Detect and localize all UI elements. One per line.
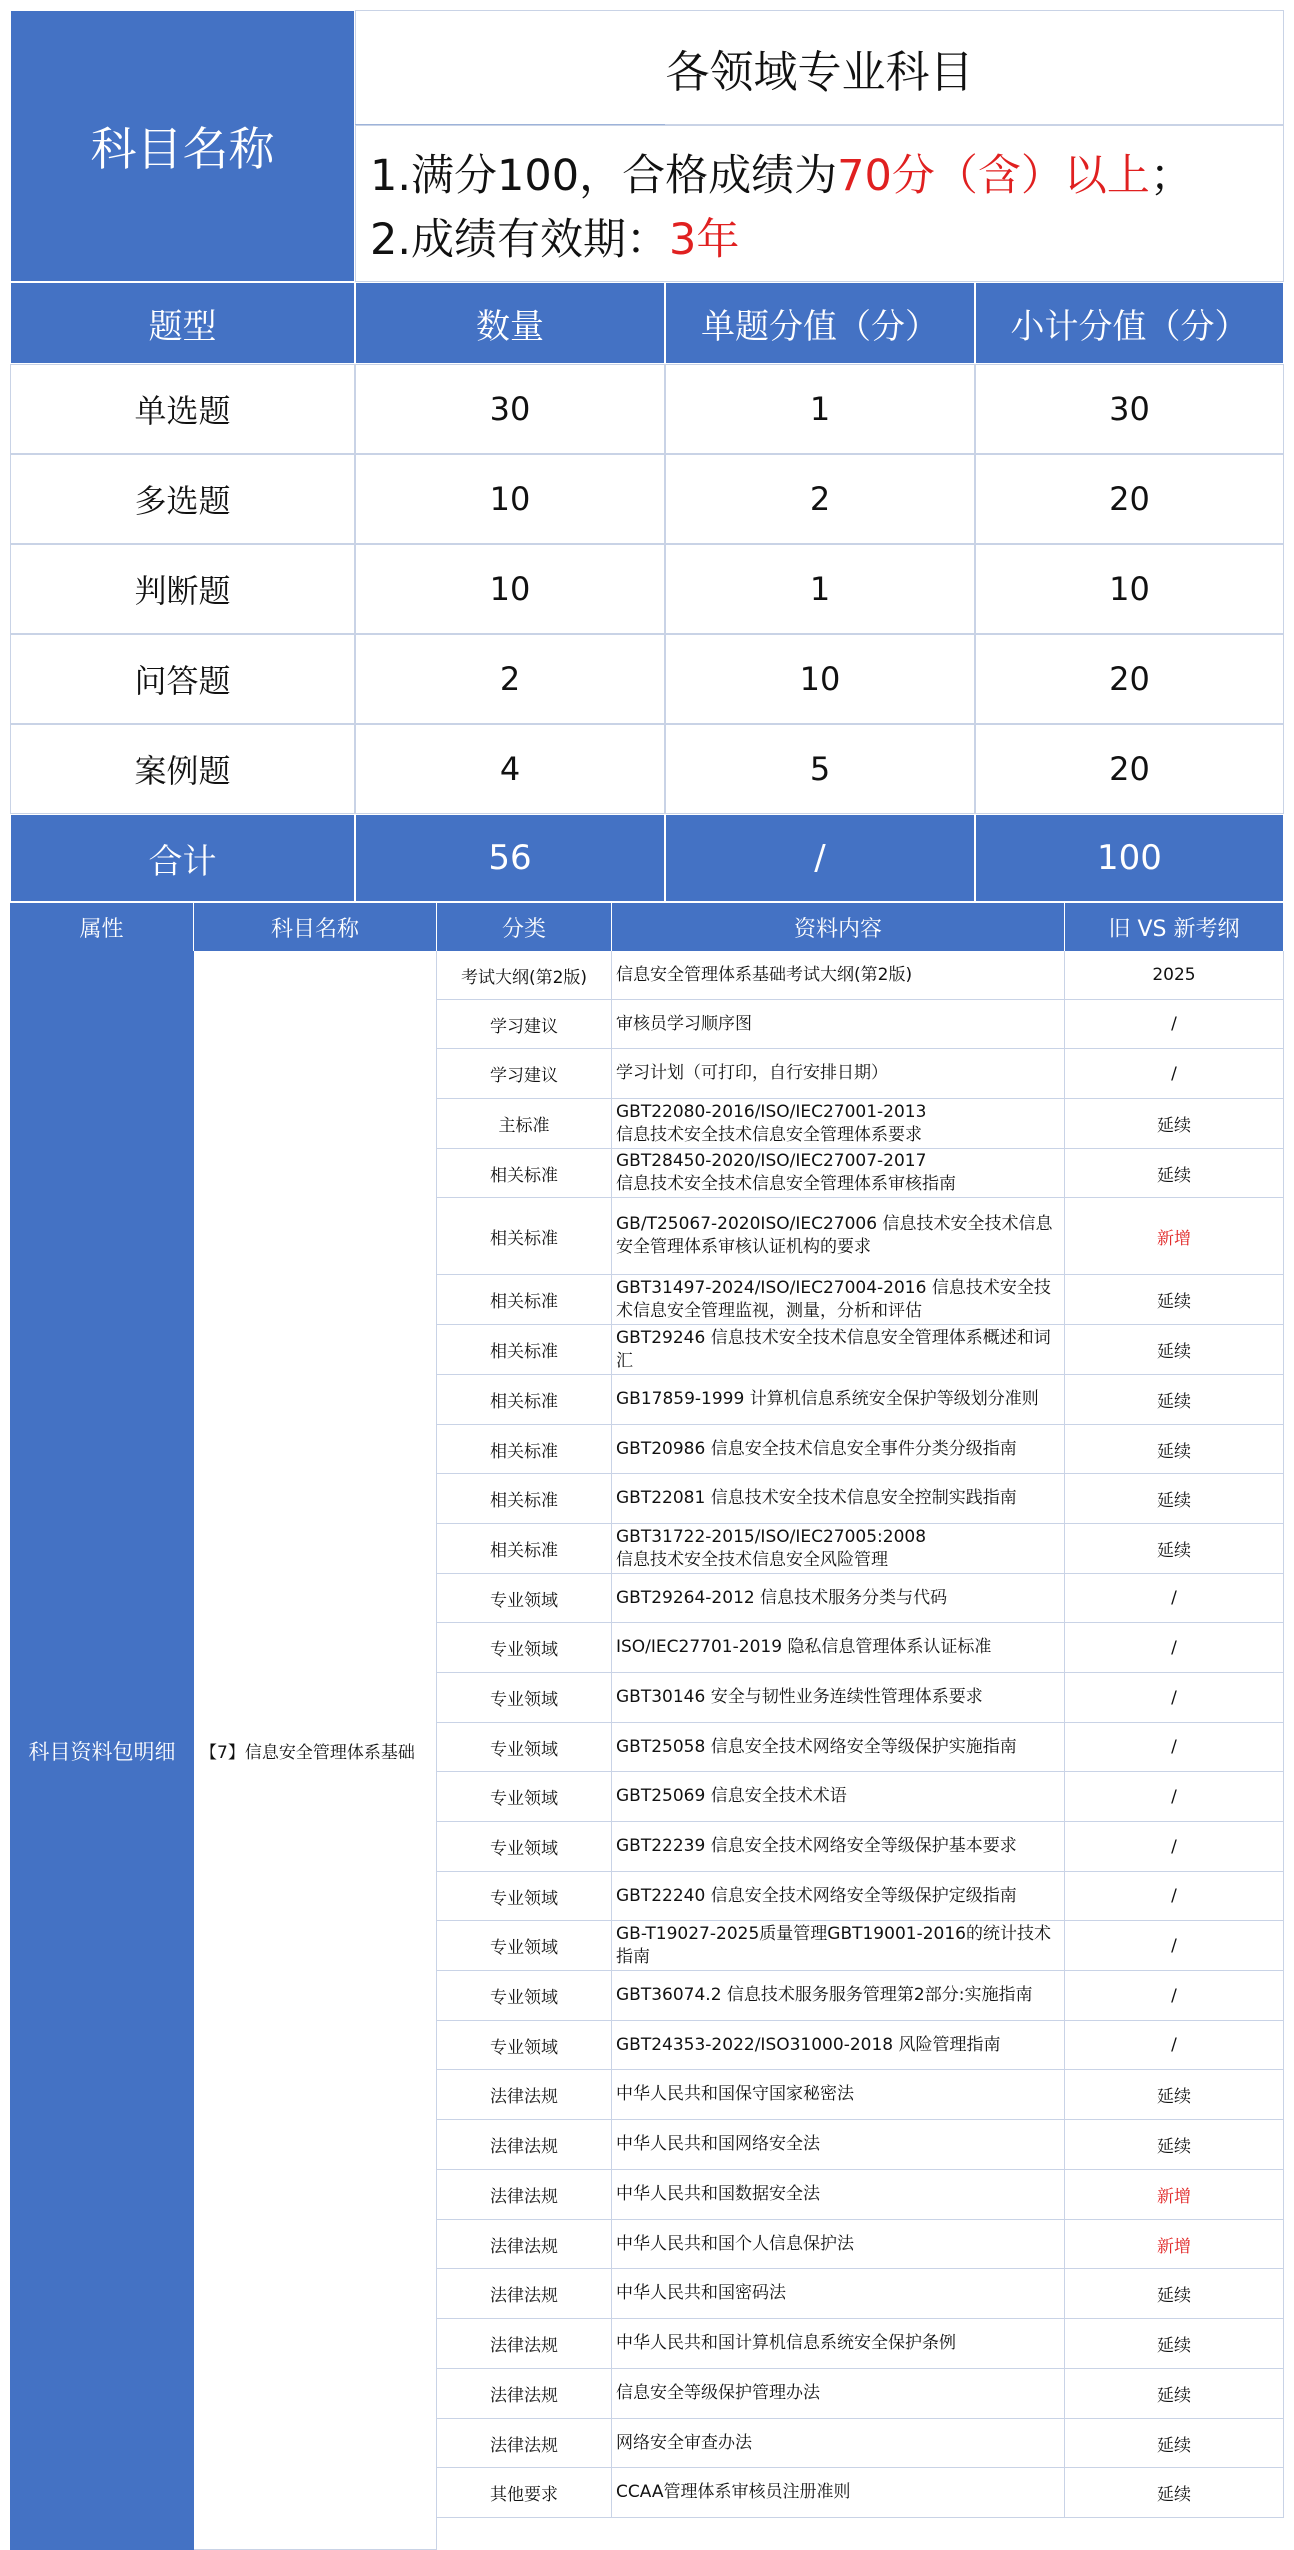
category-cell: 相关标准 [437,1375,612,1424]
category-cell: 法律法规 [437,2070,612,2119]
score-row-1-col1: 10 [355,454,665,544]
table-row [437,2319,1284,2369]
score-row-2-col2: 1 [665,544,975,634]
content-cell: 中华人民共和国密码法 [612,2269,1065,2318]
score-total-col1: 56 [355,814,665,902]
score-row-3-col0: 问答题 [10,634,355,724]
score-row-0-col0: 单选题 [10,364,355,454]
new-badge: 新增 [1065,2220,1284,2268]
table-row [437,1474,1284,1524]
table-row [437,1623,1284,1673]
rule2-text: 2.成绩有效期： [370,215,670,265]
content-cell: GBT22239 信息安全技术网络安全等级保护基本要求 [612,1822,1065,1871]
comparison-cell: / [1065,1723,1284,1771]
comparison-cell: 2025 [1065,951,1284,999]
score-row-4-col2: 5 [665,724,975,814]
subject-cell: 【7】信息安全管理体系基础 [194,951,437,2550]
category-cell: 法律法规 [437,2369,612,2418]
table-row [437,1000,1284,1049]
table-row [437,951,1284,1000]
category-cell: 学习建议 [437,1000,612,1048]
comparison-cell: / [1065,1971,1284,2020]
comparison-cell: 延续 [1065,2419,1284,2467]
comparison-cell: / [1065,1574,1284,1622]
table-row [437,1822,1284,1872]
rule1-text: 1.满分100，合格成绩为 [370,151,838,201]
exam-rules [355,125,1284,282]
rule-line-2 [370,208,1283,272]
table-row [437,1198,1284,1275]
comparison-cell: 延续 [1065,2468,1284,2517]
score-row-3-col2: 10 [665,634,975,724]
rule-line-1 [370,144,1283,208]
category-cell: 专业领域 [437,2021,612,2069]
new-badge: 新增 [1065,1198,1284,1274]
table-row [437,1375,1284,1425]
category-cell: 考试大纲(第2版) [437,951,612,999]
rule1-highlight: 70分（含）以上 [837,151,1150,201]
category-cell: 主标准 [437,1099,612,1148]
header-subject: 科目名称 [194,903,437,951]
category-cell: 专业领域 [437,1723,612,1771]
content-cell: GB/T25067-2020ISO/IEC27006 信息技术安全技术信息安全管理体系审核认证机构的要求 [612,1198,1065,1274]
table-row [437,1921,1284,1971]
category-cell: 相关标准 [437,1425,612,1473]
comparison-cell: / [1065,1822,1284,1871]
score-row-2-col3: 10 [975,544,1284,634]
category-cell: 相关标准 [437,1524,612,1573]
table-row [437,1325,1284,1375]
comparison-cell: / [1065,1000,1284,1048]
content-cell: 中华人民共和国数据安全法 [612,2170,1065,2219]
table-row [437,2070,1284,2120]
table-row [437,1673,1284,1723]
content-cell: GB-T19027-2025质量管理GBT19001-2016的统计技术指南 [612,1921,1065,1970]
score-row-4-col1: 4 [355,724,665,814]
content-cell: 学习计划（可打印，自行安排日期） [612,1049,1065,1098]
rule1-suffix: ； [1149,151,1193,201]
score-header-col1: 数量 [355,282,665,364]
content-cell: 网络安全审查办法 [612,2419,1065,2467]
content-cell: CCAA管理体系审核员注册准则 [612,2468,1065,2517]
score-total-col3: 100 [975,814,1284,902]
table-row [437,1524,1284,1574]
category-cell: 专业领域 [437,1673,612,1722]
content-cell: GBT29246 信息技术安全技术信息安全管理体系概述和词汇 [612,1325,1065,1374]
table-row [437,1872,1284,1921]
comparison-cell: 延续 [1065,2269,1284,2318]
content-cell: GBT36074.2 信息技术服务服务管理第2部分:实施指南 [612,1971,1065,2020]
table-row [437,1425,1284,1474]
content-cell: GBT22080-2016/ISO/IEC27001-2013 信息技术安全技术信息安全管理体系要求 [612,1099,1065,1148]
comparison-cell: / [1065,1872,1284,1920]
comparison-cell: 延续 [1065,1325,1284,1374]
category-cell: 专业领域 [437,1623,612,1672]
category-cell: 相关标准 [437,1198,612,1274]
content-cell: GBT29264-2012 信息技术服务分类与代码 [612,1574,1065,1622]
score-row-4-col3: 20 [975,724,1284,814]
comparison-cell: / [1065,1921,1284,1970]
header-content: 资料内容 [612,903,1065,951]
content-cell: GBT25069 信息安全技术术语 [612,1772,1065,1821]
score-row-0-col3: 30 [975,364,1284,454]
table-row [437,2170,1284,2220]
comparison-cell: 延续 [1065,2369,1284,2418]
score-row-1-col0: 多选题 [10,454,355,544]
category-cell: 法律法规 [437,2319,612,2368]
content-cell: GBT22240 信息安全技术网络安全等级保护定级指南 [612,1872,1065,1920]
table-row [437,1149,1284,1198]
comparison-cell: 延续 [1065,1149,1284,1197]
content-cell: 中华人民共和国个人信息保护法 [612,2220,1065,2268]
content-cell: GB17859-1999 计算机信息系统安全保护等级划分准则 [612,1375,1065,1424]
comparison-cell: / [1065,1673,1284,1722]
comparison-cell: 延续 [1065,1425,1284,1473]
rule2-highlight: 3年 [669,215,740,265]
table-row [437,2419,1284,2468]
comparison-cell: / [1065,1772,1284,1821]
comparison-cell: 延续 [1065,1375,1284,1424]
score-row-1-col3: 20 [975,454,1284,544]
content-cell: 信息安全管理体系基础考试大纲(第2版) [612,951,1065,999]
content-cell: GBT24353-2022/ISO31000-2018 风险管理指南 [612,2021,1065,2069]
content-cell: 中华人民共和国计算机信息系统安全保护条例 [612,2319,1065,2368]
score-header-col0: 题型 [10,282,355,364]
table-row [437,2120,1284,2170]
category-cell: 专业领域 [437,1921,612,1970]
category-cell: 法律法规 [437,2220,612,2268]
content-cell: GBT30146 安全与韧性业务连续性管理体系要求 [612,1673,1065,1722]
header-attribute: 属性 [10,903,194,951]
table-row [437,1099,1284,1149]
table-row [437,1574,1284,1623]
subject-name-header: 科目名称 [10,10,355,282]
content-cell: 中华人民共和国保守国家秘密法 [612,2070,1065,2119]
table-row [437,1049,1284,1099]
content-cell: 信息安全等级保护管理办法 [612,2369,1065,2418]
comparison-cell: / [1065,1623,1284,1672]
new-badge: 新增 [1065,2170,1284,2219]
content-cell: GBT31497-2024/ISO/IEC27004-2016 信息技术安全技术信息安全管理监视，测量，分析和评估 [612,1275,1065,1324]
category-cell: 专业领域 [437,1822,612,1871]
category-cell: 相关标准 [437,1325,612,1374]
content-cell: GBT20986 信息安全技术信息安全事件分类分级指南 [612,1425,1065,1473]
comparison-cell: / [1065,2021,1284,2069]
content-cell: 审核员学习顺序图 [612,1000,1065,1048]
score-total-col0: 合计 [10,814,355,902]
content-cell: GBT25058 信息安全技术网络安全等级保护实施指南 [612,1723,1065,1771]
score-total-col2: / [665,814,975,902]
document-sheet [10,10,1284,2505]
score-row-0-col1: 30 [355,364,665,454]
table-row [437,1971,1284,2021]
category-cell: 专业领域 [437,1971,612,2020]
category-cell: 相关标准 [437,1474,612,1523]
content-cell: GBT31722-2015/ISO/IEC27005:2008 信息技术安全技术信息安全风险管理 [612,1524,1065,1573]
comparison-cell: 延续 [1065,2319,1284,2368]
attribute-cell: 科目资料包明细 [10,951,195,2550]
category-cell: 法律法规 [437,2120,612,2169]
category-cell: 相关标准 [437,1149,612,1197]
category-cell: 学习建议 [437,1049,612,1098]
score-row-3-col1: 2 [355,634,665,724]
comparison-cell: 延续 [1065,2070,1284,2119]
content-cell: GBT28450-2020/ISO/IEC27007-2017 信息技术安全技术信息安全管理体系审核指南 [612,1149,1065,1197]
score-header-col3: 小计分值（分） [975,282,1284,364]
comparison-cell: 延续 [1065,1275,1284,1324]
score-row-2-col1: 10 [355,544,665,634]
category-cell: 法律法规 [437,2170,612,2219]
comparison-cell: 延续 [1065,1524,1284,1573]
table-row [437,1772,1284,1822]
score-row-1-col2: 2 [665,454,975,544]
content-cell: ISO/IEC27701-2019 隐私信息管理体系认证标准 [612,1623,1065,1672]
category-cell: 专业领域 [437,1772,612,1821]
score-row-4-col0: 案例题 [10,724,355,814]
comparison-cell: / [1065,1049,1284,1098]
page-title: 各领域专业科目 [355,10,1284,125]
comparison-cell: 延续 [1065,2120,1284,2169]
table-row [437,2468,1284,2518]
score-header-col2: 单题分值（分） [665,282,975,364]
category-cell: 专业领域 [437,1872,612,1920]
category-cell: 相关标准 [437,1275,612,1324]
comparison-cell: 延续 [1065,1099,1284,1148]
content-cell: GBT22081 信息技术安全技术信息安全控制实践指南 [612,1474,1065,1523]
score-table [10,10,1284,902]
header-category: 分类 [437,903,612,951]
category-cell: 法律法规 [437,2269,612,2318]
table-row [437,1723,1284,1772]
materials-rows [437,951,1284,2518]
score-row-2-col0: 判断题 [10,544,355,634]
content-cell: 中华人民共和国网络安全法 [612,2120,1065,2169]
table-row [437,2021,1284,2070]
category-cell: 法律法规 [437,2419,612,2467]
category-cell: 其他要求 [437,2468,612,2517]
table-row [437,1275,1284,1325]
comparison-cell: 延续 [1065,1474,1284,1523]
header-comparison: 旧 VS 新考纲 [1065,903,1284,951]
score-row-0-col2: 1 [665,364,975,454]
table-row [437,2369,1284,2419]
table-row [437,2220,1284,2269]
score-row-3-col3: 20 [975,634,1284,724]
category-cell: 专业领域 [437,1574,612,1622]
table-row [437,2269,1284,2319]
